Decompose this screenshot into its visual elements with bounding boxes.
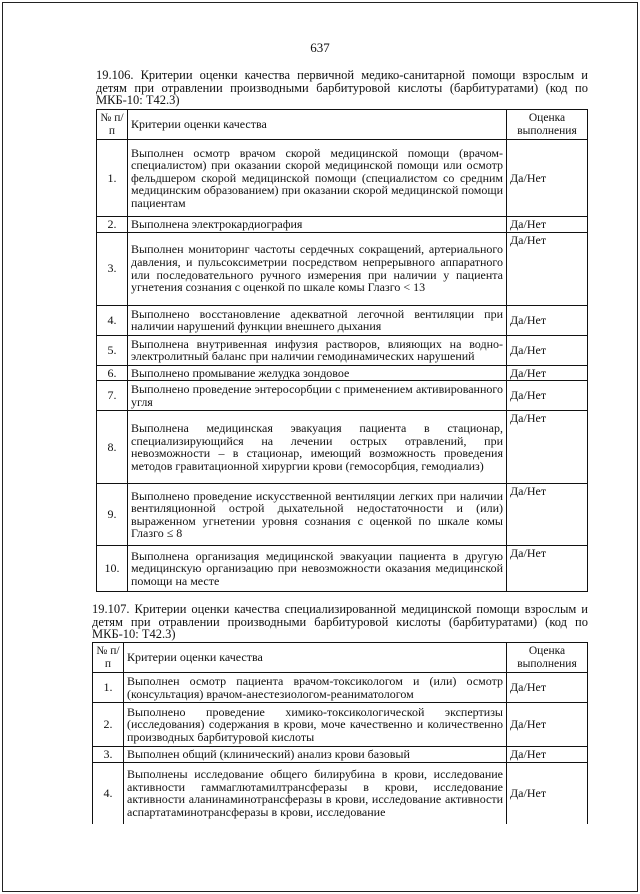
column-header-eval: Оценка выполнения bbox=[507, 110, 588, 140]
row-number: 1. bbox=[93, 673, 124, 703]
evaluation-value: Да/Нет bbox=[507, 217, 588, 233]
criterion-text: Выполнено проведение химико-токсикологической экспертизы (исследования) содержания в крови, моче качественно и количественно производных барбитуровой кислоты bbox=[124, 703, 507, 747]
criteria-table-19-107 bbox=[92, 642, 588, 824]
evaluation-value: Да/Нет bbox=[507, 762, 588, 824]
criterion-text: Выполнено проведение энтеросорбции с применением активированного угля bbox=[128, 381, 507, 411]
column-header-eval: Оценка выполнения bbox=[507, 643, 588, 673]
table-row bbox=[97, 232, 588, 305]
criterion-text: Выполнены исследование общего билирубина в крови, исследование активности гаммаглютамилтрансферазы в крови, исследование активности аланинаминотрансферазы в крови, исследование активности аспартатаминотрансферазы в крови, исследование bbox=[124, 762, 507, 824]
table-row bbox=[93, 673, 588, 703]
criterion-text: Выполнен общий (клинический) анализ крови базовый bbox=[124, 747, 507, 763]
row-number: 3. bbox=[93, 747, 124, 763]
table-row bbox=[97, 335, 588, 365]
criteria-table-19-106 bbox=[96, 109, 588, 592]
criterion-text: Выполнено промывание желудка зондовое bbox=[128, 365, 507, 381]
page-number: 637 bbox=[310, 40, 330, 55]
row-number: 7. bbox=[97, 381, 128, 411]
section-heading-19-106: 19.106. Критерии оценки качества первичной медико-санитарной помощи взрослым и детям при отравлении производными барбитуровой кислоты (барбитуратами) (код по МКБ-10: Т42.3) bbox=[96, 68, 588, 107]
evaluation-value: Да/Нет bbox=[507, 484, 588, 546]
column-header-num: № п/п bbox=[93, 643, 124, 673]
table-row bbox=[93, 747, 588, 763]
evaluation-value: Да/Нет bbox=[507, 381, 588, 411]
row-number: 1. bbox=[97, 140, 128, 217]
column-header-criteria: Критерии оценки качества bbox=[128, 110, 507, 140]
evaluation-value: Да/Нет bbox=[507, 703, 588, 747]
evaluation-value: Да/Нет bbox=[507, 140, 588, 217]
evaluation-value: Да/Нет bbox=[507, 365, 588, 381]
criterion-text: Выполнено проведение искусственной вентиляции легких при наличии вентиляционной острой дыхательной недостаточности и (или) выраженном угнетении уровня сознания с оценкой по шкале комы Глазго ≤ 8 bbox=[128, 484, 507, 546]
row-number: 10. bbox=[97, 546, 128, 592]
table-row bbox=[97, 484, 588, 546]
column-header-criteria: Критерии оценки качества bbox=[124, 643, 507, 673]
table-row bbox=[97, 140, 588, 217]
criterion-text: Выполнена внутривенная инфузия растворов, влияющих на водно-электролитный баланс при наличии гемодинамических нарушений bbox=[128, 335, 507, 365]
row-number: 2. bbox=[97, 217, 128, 233]
criterion-text: Выполнена медицинская эвакуация пациента в стационар, специализирующийся на лечении острых отравлений, при невозможности – в стационар, имеющий возможность проведения методов гравитационной хирургии крови (гемосорбция, гемодиализ) bbox=[128, 411, 507, 484]
row-number: 9. bbox=[97, 484, 128, 546]
row-number: 8. bbox=[97, 411, 128, 484]
table-row bbox=[97, 546, 588, 592]
row-number: 5. bbox=[97, 335, 128, 365]
evaluation-value: Да/Нет bbox=[507, 546, 588, 592]
row-number: 6. bbox=[97, 365, 128, 381]
table-row bbox=[93, 703, 588, 747]
row-number: 3. bbox=[97, 232, 128, 305]
table-row bbox=[97, 365, 588, 381]
criterion-text: Выполнен осмотр врачом скорой медицинской помощи (врачом-специалистом) при оказании скорой медицинской помощи или осмотр фельдшером скорой медицинской помощи (специалистом со средним медицинским образованием) при оказании скорой медицинской помощи пациентам bbox=[128, 140, 507, 217]
criterion-text: Выполнена электрокардиография bbox=[128, 217, 507, 233]
column-header-num: № п/п bbox=[97, 110, 128, 140]
evaluation-value: Да/Нет bbox=[507, 335, 588, 365]
evaluation-value: Да/Нет bbox=[507, 305, 588, 335]
table-row bbox=[97, 217, 588, 233]
table-row bbox=[97, 305, 588, 335]
table-header-row bbox=[97, 110, 588, 140]
criterion-text: Выполнен осмотр пациента врачом-токсикологом и (или) осмотр (консультация) врачом-анестезиологом-реаниматологом bbox=[124, 673, 507, 703]
table-header-row bbox=[93, 643, 588, 673]
criterion-text: Выполнено восстановление адекватной легочной вентиляции при наличии нарушений функции внешнего дыхания bbox=[128, 305, 507, 335]
table-row bbox=[93, 762, 588, 824]
row-number: 4. bbox=[93, 762, 124, 824]
evaluation-value: Да/Нет bbox=[507, 411, 588, 484]
evaluation-value: Да/Нет bbox=[507, 673, 588, 703]
table-row bbox=[97, 411, 588, 484]
criterion-text: Выполнена организация медицинской эвакуации пациента в другую медицинскую организацию при невозможности оказания медицинской помощи на месте bbox=[128, 546, 507, 592]
table-row bbox=[97, 381, 588, 411]
evaluation-value: Да/Нет bbox=[507, 747, 588, 763]
criterion-text: Выполнен мониторинг частоты сердечных сокращений, артериального давления, и пульсоксиметрии посредством непрерывного аппаратного или последовательного ручного измерения при наличии у пациента угнетения сознания с оценкой по шкале комы Глазго < 13 bbox=[128, 232, 507, 305]
row-number: 2. bbox=[93, 703, 124, 747]
row-number: 4. bbox=[97, 305, 128, 335]
evaluation-value: Да/Нет bbox=[507, 232, 588, 305]
section-heading-19-107: 19.107. Критерии оценки качества специализированной медицинской помощи взрослым и детям при отравлении производными барбитуровой кислоты (барбитуратами) (код по МКБ-10: Т42.3) bbox=[92, 602, 588, 641]
